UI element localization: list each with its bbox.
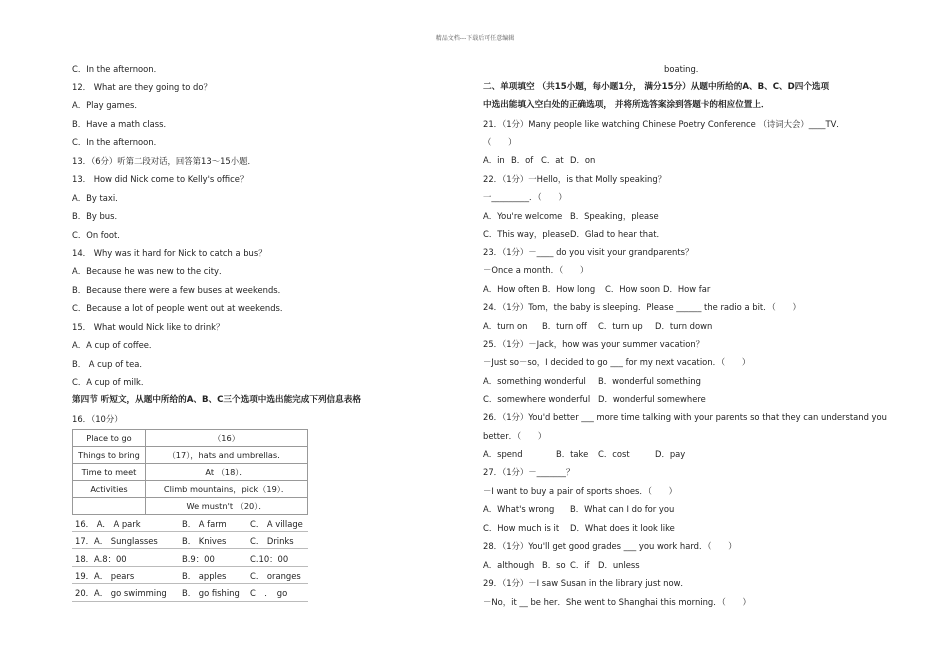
table-divider [72,601,308,602]
answer-19-b: B． apples [182,571,227,581]
answer-18-b: B.9：00 [182,554,215,564]
question-14: 14． Why was it hard for Nick to catch a bus？ [72,248,267,258]
answer-blank: （ ） [483,137,517,147]
question-29-reply: －No，it __ be her．She went to Shanghai this morning．（ ） [483,597,751,607]
option-d: D．How far [663,284,711,294]
option-b: B．turn off [542,321,587,331]
option-b: B．Have a math class． [72,119,172,129]
question-24: 24．（1分）Tom，the baby is sleeping．Please ______ the radio a bit．（ ） [483,302,801,312]
option-b: B．of [511,155,534,165]
answer-16-a: 16． A． A park [75,519,141,529]
answer-18-a: 18．A.8：00 [75,554,127,564]
table-cell: We mustn't （20）． [146,498,308,515]
option-d: D．Glad to hear that． [570,229,665,239]
section-4-heading: 第四节 听短文，从题中所给的A、B、C三个选项中选出能完成下列信息表格 [72,395,361,405]
option-c: C．This way，please [483,229,570,239]
option-a: A．in [483,155,505,165]
option-b: B．How long [542,284,596,294]
option-a: A．Because he was new to the city． [72,266,228,276]
question-28: 28．（1分）You'll get good grades ___ you work hard．（ ） [483,541,737,551]
table-row [73,498,308,515]
question-22: 22．（1分）一Hello，is that Molly speaking？ [483,174,667,184]
table-divider [72,531,308,532]
table-cell: Things to bring [73,447,146,464]
table-divider [72,583,308,584]
info-table [72,429,308,515]
option-b: B． A cup of tea． [72,359,148,369]
option-c: C．if [570,560,590,570]
option-c: C．A cup of milk． [72,377,150,387]
table-row [73,464,308,481]
page-header: 精品文档---下载后可任意编辑 [435,35,515,42]
answer-20-b: B． go fishing [182,588,240,598]
question-12: 12． What are they going to do？ [72,82,212,92]
table-divider [72,566,308,567]
option-c: C．How much is it [483,523,560,533]
question-16: 16．（10分） [72,414,123,424]
table-cell: Climb mountains，pick（19）． [146,481,308,498]
option-b: B．wonderful something [598,376,701,386]
table-row [73,430,308,447]
option-c: C．at [541,155,564,165]
option-a: A．although [483,560,535,570]
answer-16-c: C． A village [250,519,303,529]
option-d: D．pay [655,449,686,459]
section-2-heading: 二、单项填空 （共15小题，每小题1分， 满分15分）从题中所给的A、B、C、D四个选项 [483,82,830,92]
option-b: B．Speaking，please [570,211,659,221]
section-instruction: 13．（6分）听第二段对话，回答第13～15小题． [72,156,256,166]
option-a: A．spend [483,449,523,459]
option-a: A．turn on [483,321,528,331]
question-26: 26．（1分）You'd better ___ more time talking with your parents so that they can understand you [483,412,887,422]
option-d: D．unless [598,560,640,570]
option-a: A．You're welcome [483,211,563,221]
section-2-heading-cont: 中选出能填入空白处的正确选项， 并将所选答案涂到答题卡的相应位置上． [483,100,770,110]
option-c: C．On foot． [72,230,126,240]
question-26-cont: better．（ ） [483,431,547,441]
question-27-reply: －I want to buy a pair of sports shoes．（ ） [483,486,678,496]
question-27: 27．（1分）－_______？ [483,467,575,477]
question-15: 15． What would Nick like to drink？ [72,322,225,332]
answer-20-c: C ． go [250,588,288,598]
question-23: 23．（1分）－____ do you visit your grandparents？ [483,247,694,257]
option-b: B．What can I do for you [570,504,675,514]
question-25-reply: －Just so－so，I decided to go ___ for my next vacation．（ ） [483,357,751,367]
option-d: D．turn down [655,321,713,331]
option-a: A．By taxi． [72,193,124,203]
option-d: D．on [570,155,596,165]
table-row [73,481,308,498]
option-a: A．Play games． [72,100,143,110]
answer-17-a: 17．A． Sunglasses [75,536,158,546]
option-a: A．something wonderful [483,376,586,386]
option-a: A．What's wrong [483,504,555,514]
option-c: C．cost [598,449,630,459]
option-b: B．By bus． [72,211,123,221]
question-23-reply: －Once a month．（ ） [483,265,589,275]
table-cell: （17），hats and umbrellas． [146,447,308,464]
option-a: A．How often [483,284,540,294]
table-row [73,447,308,464]
option-c: C．somewhere wonderful [483,394,591,404]
answer-19-a: 19．A． pears [75,571,135,581]
text-line: boating． [664,64,705,74]
question-22-reply: 一_________．（ ） [483,192,567,202]
answer-19-c: C． oranges [250,571,301,581]
answer-16-b: B． A farm [182,519,227,529]
answer-17-c: C． Drinks [250,536,294,546]
text-line: C．In the afternoon． [72,64,162,74]
option-b: B．so [542,560,566,570]
option-b: B．Because there were a few buses at weekends． [72,285,287,295]
question-21: 21．（1分）Many people like watching Chinese Poetry Conference （诗词大会）____TV． [483,119,845,129]
option-c: C．turn up [598,321,643,331]
table-cell: Place to go [73,430,146,447]
answer-20-a: 20．A． go swimming [75,588,167,598]
question-25: 25．（1分）－Jack，how was your summer vacation？ [483,339,705,349]
table-cell: Activities [73,481,146,498]
option-c: C．In the afternoon． [72,137,162,147]
table-divider [72,548,308,549]
option-c: C．How soon [605,284,661,294]
option-b: B．take [556,449,589,459]
option-c: C．Because a lot of people went out at weekends． [72,303,289,313]
option-a: A．A cup of coffee． [72,340,158,350]
question-13: 13． How did Nick come to Kelly's office？ [72,174,249,184]
answer-18-c: C.10：00 [250,554,289,564]
answer-17-b: B． Knives [182,536,227,546]
table-cell: At （18）． [146,464,308,481]
table-cell [73,498,146,515]
option-d: D．What does it look like [570,523,675,533]
question-29: 29．（1分）－I saw Susan in the library just now． [483,578,689,588]
table-cell: （16） [146,430,308,447]
option-d: D．wonderful somewhere [598,394,706,404]
table-cell: Time to meet [73,464,146,481]
